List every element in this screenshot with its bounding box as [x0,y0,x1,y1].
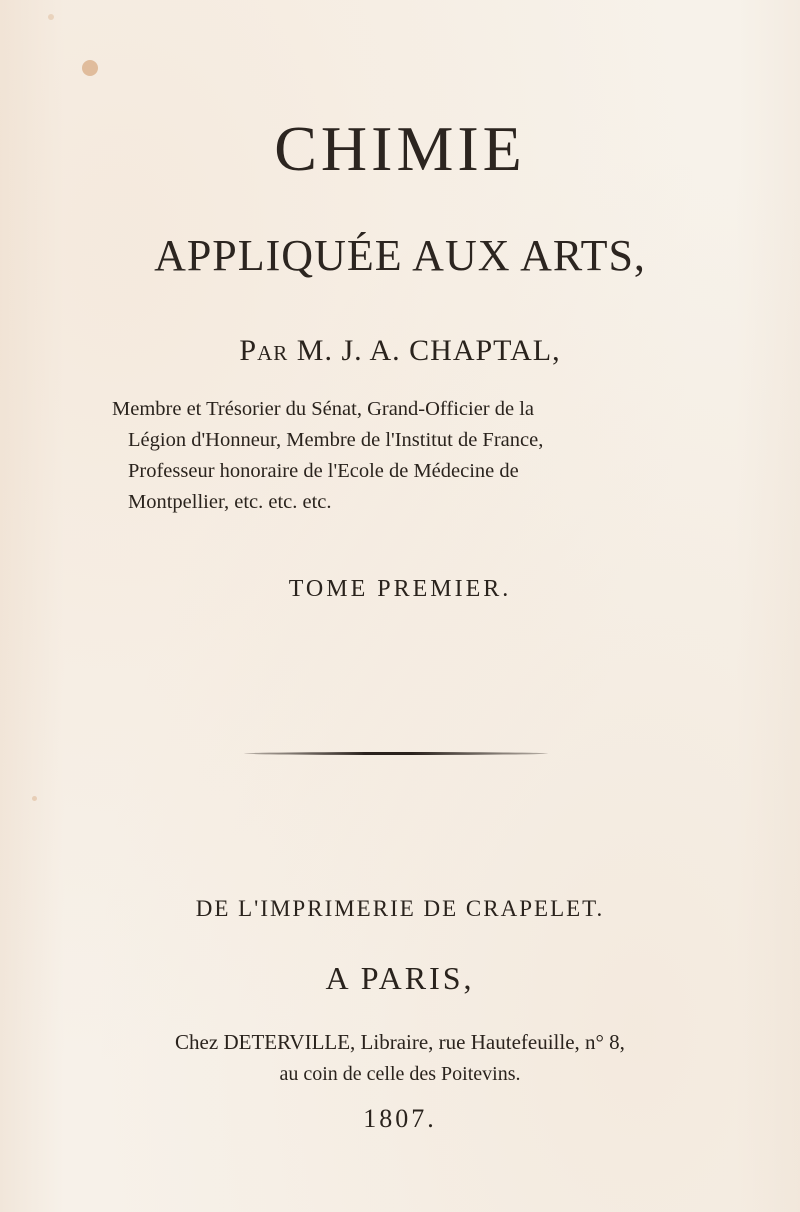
bio-line: Professeur honoraire de l'Ecole de Médecine de [128,460,519,482]
bio-line: Légion d'Honneur, Membre de l'Institut de France, [128,429,544,451]
publisher-address: au coin de celle des Poitevins. [279,1063,521,1085]
printer-line: DE L'IMPRIMERIE DE CRAPELET. [195,896,605,921]
book-title: CHIMIE [274,113,526,184]
foxing-spot [82,60,98,76]
publisher-line: Chez DETERVILLE, Libraire, rue Hautefeuille, n° 8, [175,1030,625,1054]
decorative-rule [244,752,548,755]
bio-line: Membre et Trésorier du Sénat, Grand-Officier de la [112,398,535,420]
author-credentials [112,394,670,518]
author-prefix: Par [239,334,289,367]
author-name: M. J. A. CHAPTAL, [296,334,561,367]
volume-label: TOME PREMIER. [288,576,512,602]
publication-year: 1807. [363,1104,437,1133]
bio-line: Montpellier, etc. etc. etc. [128,491,332,513]
foxing-spot [32,796,37,801]
foxing-spot [48,14,54,20]
city-line: A PARIS, [325,960,475,996]
author-line [0,334,800,368]
book-subtitle: APPLIQUÉE AUX ARTS, [154,231,646,280]
